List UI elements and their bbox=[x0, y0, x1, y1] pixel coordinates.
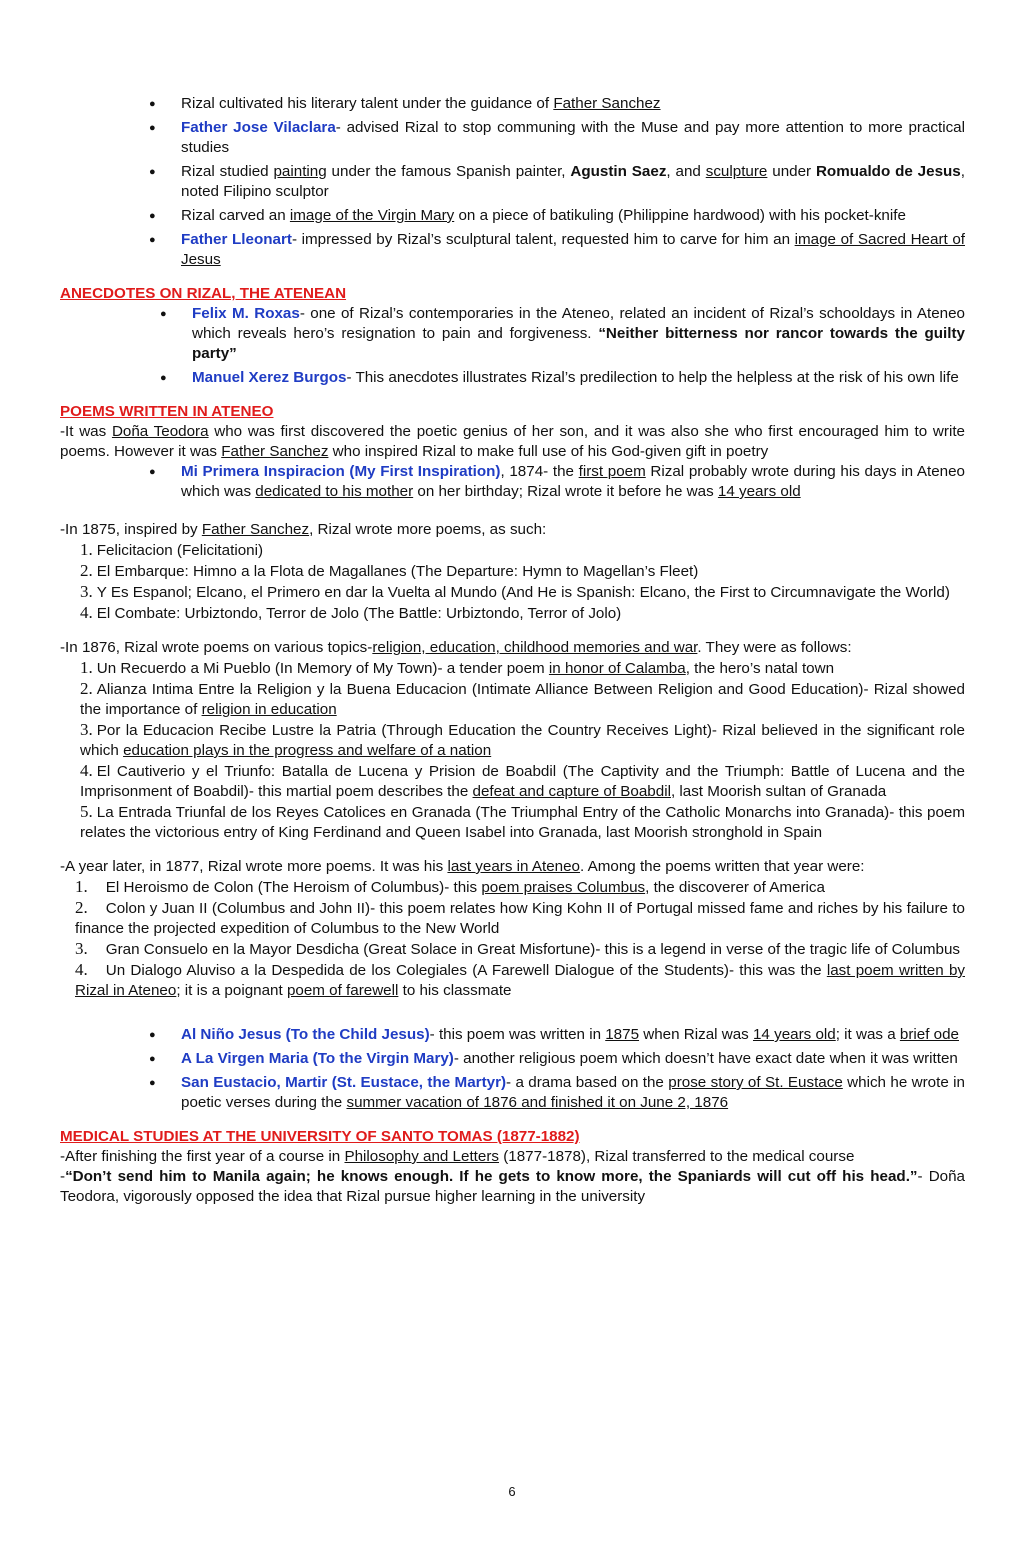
bullet-icon: ● bbox=[160, 308, 167, 320]
highlighted-term: Mi Primera Inspiracion (My First Inspiration) bbox=[181, 463, 501, 480]
text-run: Rizal carved an bbox=[181, 207, 290, 224]
text-run: under the famous Spanish painter, bbox=[326, 163, 571, 180]
text-run: . They were as follows: bbox=[697, 639, 852, 656]
underlined-text: Father Sanchez bbox=[201, 521, 310, 538]
numbered-item bbox=[80, 582, 965, 603]
text-run: - another religious poem which doesn’t have exact date when it was written bbox=[453, 1050, 958, 1067]
underlined-text: dedicated to his mother bbox=[255, 483, 414, 500]
text-run: - this poem was written in bbox=[429, 1026, 606, 1043]
underlined-text: image of Sacred Heart of Jesus bbox=[181, 231, 965, 268]
poems-1876-intro bbox=[60, 638, 965, 658]
anecdotes-bullet-list bbox=[60, 304, 965, 388]
text-run: - impressed by Rizal’s sculptural talent, requested him to carve for him an bbox=[291, 231, 795, 248]
numbered-item bbox=[80, 679, 965, 720]
text-run: - a drama based on the bbox=[506, 1074, 669, 1091]
underlined-text: painting bbox=[273, 163, 327, 180]
text-run: on her birthday; Rizal wrote it before he was bbox=[413, 483, 718, 500]
poems-1875-list bbox=[60, 540, 965, 624]
bullet-icon: ● bbox=[149, 210, 156, 222]
highlighted-term: Manuel Xerez Burgos bbox=[192, 369, 347, 386]
highlighted-term: Father Jose Vilaclara bbox=[181, 119, 336, 136]
text-run: when Rizal was bbox=[639, 1026, 753, 1043]
text-run: - advised Rizal to stop communing with the Muse and pay more attention to more practical studies bbox=[181, 119, 965, 156]
underlined-text: first poem bbox=[578, 463, 646, 480]
numbered-item bbox=[80, 603, 965, 624]
text-run: , 1874- the bbox=[500, 463, 579, 480]
poems-1877-intro bbox=[60, 857, 965, 877]
bullet-icon: ● bbox=[149, 466, 156, 478]
highlighted-term: A La Virgen Maria (To the Virgin Mary) bbox=[181, 1050, 454, 1067]
bold-text: “Don’t send him to Manila again; he knows enough. If he gets to know more, the Spaniards will cut off his head.” bbox=[65, 1168, 918, 1185]
numbered-item bbox=[75, 939, 965, 960]
bullet-item bbox=[60, 368, 965, 388]
text-run: , noted Filipino sculptor bbox=[181, 163, 965, 200]
text-run: Y Es Espanol; Elcano, el Primero en dar la Vuelta al Mundo (And He is Spanish: Elcano, the First to Circumnavigate the World) bbox=[96, 584, 950, 601]
page-number: 6 bbox=[508, 1484, 516, 1499]
text-run: Gran Consuelo en la Mayor Desdicha (Great Solace in Great Misfortune)- this is a legend in verse of the tragic life of Columbus bbox=[105, 941, 961, 958]
bullet-item bbox=[60, 206, 965, 226]
bullet-item bbox=[60, 1073, 965, 1113]
numbered-item bbox=[80, 720, 965, 761]
text-run: - bbox=[60, 1168, 66, 1185]
numbered-item bbox=[80, 561, 965, 582]
medical-line-1 bbox=[60, 1147, 965, 1167]
highlighted-term: Father Lleonart bbox=[181, 231, 292, 248]
text-run: who inspired Rizal to make full use of his God-given gift in poetry bbox=[328, 443, 769, 460]
bullet-icon: ● bbox=[149, 1053, 156, 1065]
item-number: 3. bbox=[80, 582, 93, 601]
bullet-item bbox=[60, 462, 965, 502]
bullet-icon: ● bbox=[149, 1077, 156, 1089]
text-run: -A year later, in 1877, Rizal wrote more poems. It was his bbox=[60, 858, 448, 875]
item-number: 3. bbox=[80, 720, 93, 739]
other-poems-bullet-list bbox=[60, 1025, 965, 1113]
text-run: to his classmate bbox=[398, 982, 512, 999]
numbered-item bbox=[75, 877, 965, 898]
bullet-icon: ● bbox=[160, 372, 167, 384]
item-number: 2. bbox=[75, 898, 88, 917]
underlined-text: brief ode bbox=[899, 1026, 959, 1043]
underlined-text: last poem written by Rizal in Ateneo bbox=[75, 962, 965, 999]
bullet-icon: ● bbox=[149, 166, 156, 178]
underlined-text: 1875 bbox=[605, 1026, 640, 1043]
text-run: which he wrote in poetic verses during the bbox=[181, 1074, 965, 1111]
underlined-text: Father Sanchez bbox=[221, 443, 329, 460]
highlighted-term: Felix M. Roxas bbox=[192, 305, 300, 322]
text-run: Felicitacion (Felicitationi) bbox=[96, 542, 264, 559]
text-run: under bbox=[767, 163, 816, 180]
item-number: 4. bbox=[80, 603, 93, 622]
poems-intro-paragraph bbox=[60, 422, 965, 462]
poems-1876-list bbox=[60, 658, 965, 843]
text-run: -In 1875, inspired by bbox=[60, 521, 202, 538]
numbered-item bbox=[80, 658, 965, 679]
text-run: El Embarque: Himno a la Flota de Magallanes (The Departure: Hymn to Magellan’s Fleet) bbox=[96, 563, 699, 580]
text-run: -In 1876, Rizal wrote poems on various topics- bbox=[60, 639, 373, 656]
text-run: - Doña Teodora, vigorously opposed the idea that Rizal pursue higher learning in the university bbox=[60, 1168, 965, 1205]
text-run: Colon y Juan II (Columbus and John II)- this poem relates how King Kohn II of Portugal missed fame and riches by his failure to finance the projected expedition of Columbus to the New World bbox=[75, 900, 965, 937]
numbered-item bbox=[80, 761, 965, 802]
text-run: Un Recuerdo a Mi Pueblo (In Memory of My Town)- a tender poem bbox=[96, 660, 549, 677]
highlighted-term: Al Niño Jesus (To the Child Jesus) bbox=[181, 1026, 430, 1043]
underlined-text: prose story of St. Eustace bbox=[668, 1074, 843, 1091]
item-number: 4. bbox=[80, 761, 93, 780]
poems-1877-list bbox=[60, 877, 965, 1001]
text-run: ; it is a poignant bbox=[176, 982, 287, 999]
text-run: -After finishing the first year of a course in bbox=[60, 1148, 345, 1165]
bullet-icon: ● bbox=[149, 234, 156, 246]
poems-heading: POEMS WRITTEN IN ATENEO bbox=[60, 403, 274, 420]
text-run: (1877-1878), Rizal transferred to the medical course bbox=[499, 1148, 855, 1165]
item-number: 2. bbox=[80, 679, 93, 698]
teachers-bullet-list bbox=[60, 94, 965, 270]
bullet-icon: ● bbox=[149, 122, 156, 134]
item-number: 1. bbox=[75, 877, 88, 896]
document-page bbox=[60, 94, 965, 1207]
numbered-item bbox=[75, 960, 965, 1001]
underlined-text: education plays in the progress and welfare of a nation bbox=[123, 742, 492, 759]
text-run: Rizal studied bbox=[181, 163, 274, 180]
underlined-text: poem praises Columbus bbox=[481, 879, 646, 896]
underlined-text: 14 years old bbox=[717, 483, 801, 500]
poems-1875-intro bbox=[60, 520, 965, 540]
numbered-item bbox=[80, 540, 965, 561]
underlined-text: Doña Teodora bbox=[111, 423, 209, 440]
bullet-item bbox=[60, 304, 965, 364]
underlined-text: religion, education, childhood memories and war bbox=[372, 639, 698, 656]
bullet-item bbox=[60, 230, 965, 270]
text-run: . Among the poems written that year were: bbox=[580, 858, 865, 875]
text-run: ; it was a bbox=[835, 1026, 900, 1043]
item-number: 1. bbox=[80, 658, 93, 677]
text-run: , the discoverer of America bbox=[645, 879, 825, 896]
bullet-item bbox=[60, 1025, 965, 1045]
underlined-text: in honor of Calamba bbox=[548, 660, 686, 677]
item-number: 4. bbox=[75, 960, 88, 979]
text-run: - This anecdotes illustrates Rizal’s predilection to help the helpless at the risk of his own life bbox=[346, 369, 959, 386]
medical-studies-heading: MEDICAL STUDIES AT THE UNIVERSITY OF SANTO TOMAS (1877-1882) bbox=[60, 1128, 580, 1145]
underlined-text: defeat and capture of Boabdil bbox=[472, 783, 671, 800]
text-run: El Heroismo de Colon (The Heroism of Columbus)- this bbox=[105, 879, 482, 896]
medical-line-2 bbox=[60, 1167, 965, 1207]
underlined-text: last years in Ateneo bbox=[447, 858, 581, 875]
underlined-text: 14 years old bbox=[752, 1026, 836, 1043]
text-run: El Combate: Urbiztondo, Terror de Jolo (The Battle: Urbiztondo, Terror of Jolo) bbox=[96, 605, 622, 622]
text-run: La Entrada Triunfal de los Reyes Catolices en Granada (The Triumphal Entry of the Catholic Monarchs into Granada)- this poem relates the victorious entry of King Ferdinand and Queen Isabel into Granada, last Moorish stronghold in Spain bbox=[80, 804, 965, 841]
bold-text: “Neither bitterness nor rancor towards the guilty party” bbox=[192, 325, 965, 362]
item-number: 2. bbox=[80, 561, 93, 580]
highlighted-term: San Eustacio, Martir (St. Eustace, the Martyr) bbox=[181, 1074, 507, 1091]
underlined-text: Father Sanchez bbox=[553, 95, 661, 112]
bullet-item bbox=[60, 118, 965, 158]
underlined-text: image of the Virgin Mary bbox=[289, 207, 455, 224]
bullet-icon: ● bbox=[149, 98, 156, 110]
bold-text: Agustin Saez bbox=[570, 163, 667, 180]
bold-text: Romualdo de Jesus bbox=[815, 163, 961, 180]
bullet-item bbox=[60, 94, 965, 114]
item-number: 3. bbox=[75, 939, 88, 958]
text-run: Por la Educacion Recibe Lustre la Patria (Through Education the Country Receives Light)- Rizal believed in the significant role which bbox=[80, 722, 965, 759]
text-run: Un Dialogo Aluviso a la Despedida de los Colegiales (A Farewell Dialogue of the Students)- this was the bbox=[105, 962, 827, 979]
item-number: 5. bbox=[80, 802, 93, 821]
text-run: , and bbox=[666, 163, 706, 180]
underlined-text: sculpture bbox=[705, 163, 768, 180]
underlined-text: summer vacation of 1876 and finished it on June 2, 1876 bbox=[346, 1094, 729, 1111]
bullet-item bbox=[60, 162, 965, 202]
underlined-text: religion in education bbox=[201, 701, 337, 718]
underlined-text: Philosophy and Letters bbox=[344, 1148, 499, 1165]
text-run: - one of Rizal’s contemporaries in the Ateneo, related an incident of Rizal’s schooldays in Ateneo which reveals hero’s resignation to pain and forgiveness. bbox=[192, 305, 965, 342]
text-run: Alianza Intima Entre la Religion y la Buena Educacion (Intimate Alliance Between Religion and Good Education)- Rizal showed the importance of bbox=[80, 681, 965, 718]
text-run: on a piece of batikuling (Philippine hardwood) with his pocket-knife bbox=[454, 207, 906, 224]
text-run: , the hero’s natal town bbox=[685, 660, 835, 677]
text-run: Rizal probably wrote during his days in Ateneo which was bbox=[181, 463, 965, 500]
item-number: 1. bbox=[80, 540, 93, 559]
numbered-item bbox=[75, 898, 965, 939]
text-run: -It was bbox=[60, 423, 112, 440]
underlined-text: poem of farewell bbox=[286, 982, 399, 999]
numbered-item bbox=[80, 802, 965, 843]
bullet-item bbox=[60, 1049, 965, 1069]
text-run: who was first discovered the poetic genius of her son, and it was also she who first encouraged him to write poems. However it was bbox=[60, 423, 965, 460]
anecdotes-heading: ANECDOTES ON RIZAL, THE ATENEAN bbox=[60, 285, 347, 302]
text-run: Rizal cultivated his literary talent under the guidance of bbox=[181, 95, 554, 112]
text-run: , Rizal wrote more poems, as such: bbox=[309, 521, 547, 538]
text-run: El Cautiverio y el Triunfo: Batalla de Lucena y Prision de Boabdil (The Captivity and the Triumph: Battle of Lucena and the Imprisonment of Boabdil)- this martial poem describes the bbox=[80, 763, 965, 800]
first-poem-bullet-list bbox=[60, 462, 965, 502]
text-run: , last Moorish sultan of Granada bbox=[670, 783, 887, 800]
bullet-icon: ● bbox=[149, 1029, 156, 1041]
